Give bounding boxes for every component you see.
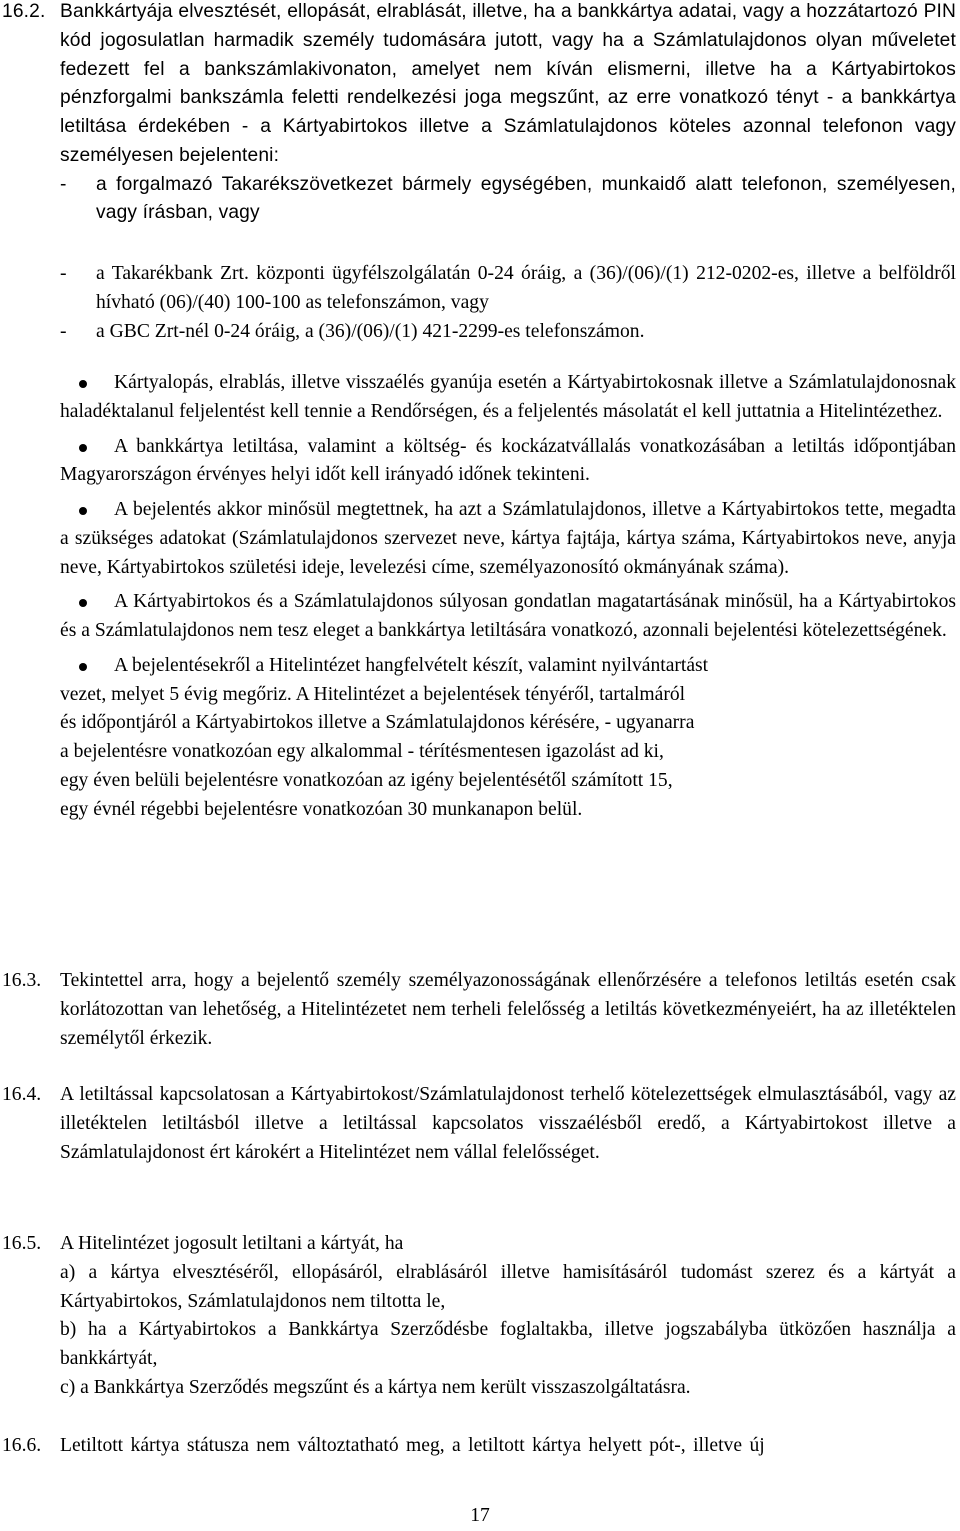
section-text: Tekintettel arra, hogy a bejelentő személy személyazonosságának ellenőrzésére a telefonos letiltás esetén csak korlátozottan van lehetőség, a Hitelintézetet nem terheli felelősség a letiltás következményeiért, ha az illetéktelen személytől érkezik. xyxy=(60,970,956,1049)
page-number: 17 xyxy=(470,1505,490,1526)
section-16-4 xyxy=(2,1081,956,1167)
section-number: 16.3. xyxy=(2,970,42,991)
dash-marker: - xyxy=(60,173,67,195)
section-text: A letiltással kapcsolatosan a Kártyabirtokost/Számlatulajdonost terhelő kötelezettségek elmulasztásából, vagy az illetéktelen letiltásból illetve a letiltással kapcsolatos visszaélésből eredő, a Kártyabirtokost illetve a Számlatulajdonost ért károkért a Hitelintézet nem vállal felelősséget. xyxy=(60,1084,956,1163)
section-number: 16.4. xyxy=(2,1084,42,1105)
list-item: b) ha a Kártyabirtokos a Bankkártya Szerződésbe foglaltakba, illetve jogszabályba ütközően használja a bankkártyát, xyxy=(60,1319,956,1369)
bullet-item-3 xyxy=(60,496,956,582)
dash-item-text: a forgalmazó Takarékszövetkezet bármely egységében, munkaidő alatt telefonon, személyesen, vagy írásban, vagy xyxy=(96,173,956,224)
bullet-dot xyxy=(79,507,87,515)
section-16-2-intro: Bankkártyája elvesztését, ellopását, elrablását, illetve, ha a bankkártya adatai, vagy a hozzátartozó PIN kód jogosulatlan harmadik személy tudomására jutott, vagy ha a Számlatulajdonos olyan műveletet fedezett fel a bankszámlakivonaton, amelyet nem kíván elismerni, illetve ha a Kártyabirtokos pénzforgalmi bankszámla feletti rendelkezési joga megszűnt, az erre vonatkozó tényt - a bankkártya letiltása érdekében - a Kártyabirtokos illetve a Számlatulajdonos köteles azonnal telefonon vagy személyesen bejelenteni: xyxy=(60,1,956,166)
section-lead: A Hitelintézet jogosult letiltani a kártyát, ha xyxy=(60,1233,404,1254)
bullet-dot xyxy=(79,444,87,452)
section-number: 16.6. xyxy=(2,1435,42,1456)
bullet-item-1 xyxy=(60,369,956,427)
dash-item-3 xyxy=(60,318,956,347)
list-item: a) a kártya elvesztéséről, ellopásáról, elrablásáról illetve hamisításáról tudomást szerez és a kártyát a Kártyabirtokos, Számlatulajdonos nem tiltotta le, xyxy=(60,1261,956,1312)
section-16-2-dash-list xyxy=(2,260,956,346)
bullet-text: A bejelentés akkor minősül megtettnek, ha azt a Számlatulajdonos, illetve a Kártyabirtokos tette, megadta a szükséges adatokat (Számlatulajdonos szervezet neve, kártya fajtája, kártya száma, Kártyabirtokos neve, anyja neve, Kártyabirtokos születési ideje, levelezési címe, személyazonosító okmányának száma). xyxy=(60,499,956,578)
section-number: 16.2. xyxy=(2,1,46,22)
bullet-item-2 xyxy=(60,433,956,491)
section-number: 16.5. xyxy=(2,1233,42,1254)
section-text: Letiltott kártya státusza nem változtatható meg, a letiltott kártya helyett pót-, illetve új xyxy=(60,1435,765,1456)
section-16-2 xyxy=(2,0,956,228)
dash-item-1 xyxy=(60,171,956,229)
bullet-text: A Kártyabirtokos és a Számlatulajdonos súlyosan gondatlan magatartásának minősül, ha a Kártyabirtokos és a Számlatulajdonos nem tesz eleget a bankkártya letiltására vonatkozó, azonnali bejelentési kötelezettségének. xyxy=(60,591,956,641)
bullet-list xyxy=(60,369,956,830)
bullet-dot xyxy=(79,380,87,388)
dash-item-2 xyxy=(60,260,956,318)
dash-marker: - xyxy=(60,320,67,342)
bullet-text: A bankkártya letiltása, valamint a költség- és kockázatvállalás vonatkozásában a letiltás időpontjában Magyarországon érvényes helyi időt kell irányadó időnek tekinteni. xyxy=(60,435,956,486)
bullet-text: Kártyalopás, elrablás, illetve visszaélés gyanúja esetén a Kártyabirtokosnak illetve a Számlatulajdonosnak haladéktalanul feljelentést kell tennie a Rendőrségen, és a feljelentés másolatát el kell juttatnia a Hitelintézethez. xyxy=(60,372,956,422)
dash-item-text: a GBC Zrt-nél 0-24 óráig, a (36)/(06)/(1) 421-2299-es telefonszámon. xyxy=(96,320,645,342)
section-16-5 xyxy=(2,1230,956,1403)
dash-item-text: a Takarékbank Zrt. központi ügyfélszolgálatán 0-24 óráig, a (36)/(06)/(1) 212-0202-es, illetve a belföldről hívható (06)/(40) 100-100 as telefonszámon, vagy xyxy=(96,263,956,313)
section-16-3 xyxy=(2,967,956,1053)
bullet-dot xyxy=(79,663,87,671)
list-item: c) a Bankkártya Szerződés megszűnt és a kártya nem került visszaszolgáltatásra. xyxy=(60,1376,691,1398)
bullet-text: A bejelentésekről a Hitelintézet hangfelvételt készít, valamint nyilvántartást vezet, melyet 5 évig megőriz. A Hitelintézet a bejelentések tényéről, tartalmáról és időpontjáról a Kártyabirtokos illetve a Számlatulajdonos kérésére, - ugyanarra a bejelentésre vonatkozóan egy alkalommal - térítésmentesen igazolást ad ki, egy éven belüli bejelentésre vonatkozóan az igény bejelentésétől számított 15, egy évnél régebbi bejelentésre vonatkozóan 30 munkanapon belül. xyxy=(60,654,709,820)
bullet-item-4 xyxy=(60,588,956,646)
section-16-6 xyxy=(2,1432,956,1461)
bullet-item-5 xyxy=(60,652,956,825)
dash-marker: - xyxy=(60,263,67,284)
